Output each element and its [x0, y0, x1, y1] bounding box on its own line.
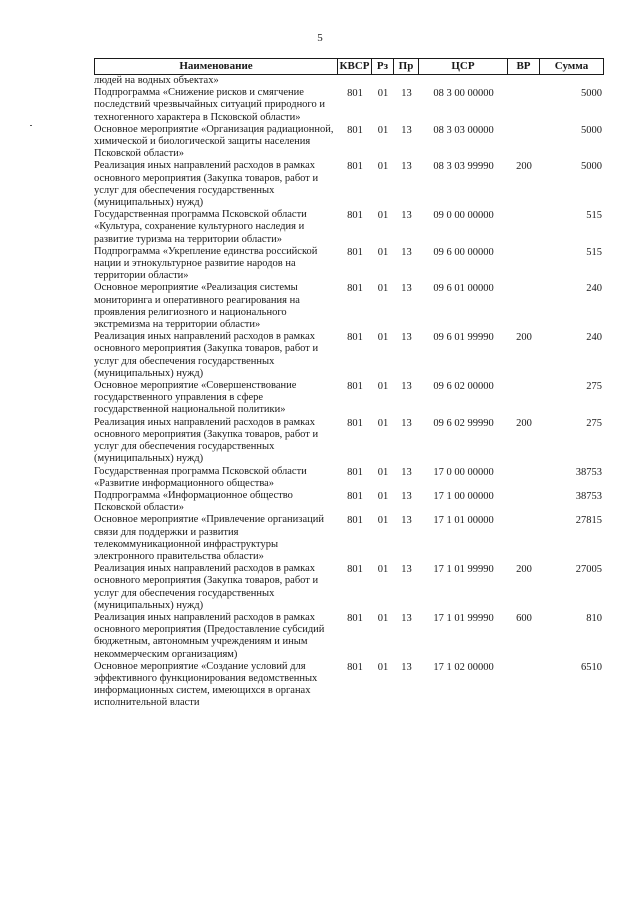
row-rz: 01	[377, 466, 389, 478]
row-sum: 38753	[575, 466, 602, 478]
row-name: Реализация иных направлений расходов в рамках основного мероприятия (Предоставление субсидий бюджетным, автономным учреждениям и иным некоммерческим организациям)	[94, 611, 325, 660]
table-row	[94, 282, 604, 331]
row-kvsr: 801	[347, 564, 363, 576]
row-sum: 275	[586, 417, 602, 429]
row-vr	[508, 282, 540, 283]
row-pr: 13	[401, 210, 412, 222]
row-pr	[394, 75, 419, 76]
row-pr: 13	[401, 161, 412, 173]
header-pr: Пр	[394, 59, 419, 74]
row-rz: 01	[377, 161, 389, 173]
table-row	[94, 380, 604, 417]
row-csr	[419, 75, 508, 76]
row-rz: 01	[377, 124, 389, 136]
row-csr: 17 0 00 00000	[433, 466, 494, 478]
row-sum: 515	[586, 210, 602, 222]
header-rz: Рз	[372, 59, 394, 74]
row-vr	[508, 75, 540, 76]
row-pr: 13	[401, 515, 412, 527]
page-number: 5	[317, 32, 323, 44]
row-name: Основное мероприятие «Привлечение организаций связи для поддержки и развития телекоммуникационной инфраструктуры электронного правительства области»	[94, 514, 324, 562]
row-kvsr: 801	[347, 515, 363, 527]
row-kvsr: 801	[347, 161, 363, 173]
row-csr: 17 1 02 00000	[433, 661, 494, 673]
row-vr	[508, 514, 540, 515]
row-csr: 09 6 02 99990	[433, 417, 494, 429]
row-name: Реализация иных направлений расходов в рамках основного мероприятия (Закупка товаров, работ и услуг для обеспечения государственных (муниципальных) нужд)	[94, 331, 319, 379]
row-vr	[508, 124, 540, 125]
row-name: Основное мероприятие «Совершенствование государственного управления в сфере государственной национальной политики»	[94, 380, 297, 416]
row-rz: 01	[377, 246, 389, 258]
table-row	[94, 514, 604, 563]
table-row	[94, 417, 604, 466]
row-csr: 09 6 00 00000	[433, 246, 494, 258]
row-pr: 13	[401, 466, 412, 478]
row-csr: 17 1 00 00000	[433, 490, 494, 502]
table-header	[94, 58, 604, 75]
row-rz: 01	[377, 417, 389, 429]
row-pr: 13	[401, 661, 412, 673]
row-kvsr: 801	[347, 417, 363, 429]
row-sum: 38753	[575, 490, 602, 502]
row-name: Основное мероприятие «Реализация системы мониторинга и оперативного реагирования на проявления религиозного и национального экстремизма на территории области»	[94, 282, 300, 331]
row-kvsr: 801	[347, 124, 363, 136]
row-vr: 600	[516, 612, 532, 624]
row-sum: 5000	[581, 124, 602, 136]
table-row	[94, 124, 604, 161]
row-pr: 13	[401, 246, 412, 258]
row-pr: 13	[401, 612, 412, 624]
row-kvsr: 801	[347, 88, 363, 100]
row-name: Подпрограмма «Снижение рисков и смягчение последствий чрезвычайных ситуаций природного и техногенного характера в Псковской области»	[94, 87, 325, 123]
row-name: Государственная программа Псковской области «Культура, сохранение культурного наследия и развитие туризма на территории области»	[94, 209, 307, 245]
row-vr	[508, 661, 540, 662]
table-row	[94, 209, 604, 246]
row-csr: 09 6 02 00000	[433, 381, 494, 393]
row-sum: 515	[586, 246, 602, 258]
margin-mark	[30, 125, 32, 126]
row-pr: 13	[401, 124, 412, 136]
row-csr: 17 1 01 99990	[433, 612, 494, 624]
row-vr	[508, 380, 540, 381]
row-name: Основное мероприятие «Создание условий для эффективного функционирования ведомственных информационных систем, имеющихся в органах исполнительной власти	[94, 660, 318, 709]
table-row	[94, 75, 604, 87]
header-name: Наименование	[94, 59, 338, 74]
row-sum: 275	[586, 381, 602, 393]
row-csr: 17 1 01 99990	[433, 564, 494, 576]
row-csr: 08 3 03 00000	[433, 124, 494, 136]
row-rz: 01	[377, 515, 389, 527]
header-csr: ЦСР	[419, 59, 508, 74]
row-kvsr	[338, 75, 372, 76]
row-pr: 13	[401, 490, 412, 502]
row-rz: 01	[377, 612, 389, 624]
row-vr	[508, 466, 540, 467]
row-kvsr: 801	[347, 381, 363, 393]
row-vr	[508, 87, 540, 88]
table-row	[94, 466, 604, 490]
row-vr: 200	[516, 161, 532, 173]
row-vr: 200	[516, 564, 532, 576]
table-row	[94, 160, 604, 209]
row-pr: 13	[401, 564, 412, 576]
row-csr: 08 3 00 00000	[433, 88, 494, 100]
row-sum: 240	[586, 283, 602, 295]
row-name: Государственная программа Псковской области «Развитие информационного общества»	[94, 465, 307, 489]
row-vr: 200	[516, 332, 532, 344]
table-row	[94, 490, 604, 514]
row-vr	[508, 490, 540, 491]
row-kvsr: 801	[347, 210, 363, 222]
row-rz: 01	[377, 88, 389, 100]
header-kvsr: КВСР	[338, 59, 372, 74]
table-row	[94, 563, 604, 612]
row-kvsr: 801	[347, 661, 363, 673]
row-rz: 01	[377, 381, 389, 393]
row-sum: 5000	[581, 161, 602, 173]
row-vr: 200	[516, 417, 532, 429]
row-name: Подпрограмма «Информационное общество Псковской области»	[94, 489, 293, 514]
row-kvsr: 801	[347, 490, 363, 502]
row-name: людей на водных объектах»	[94, 75, 219, 86]
row-pr: 13	[401, 381, 412, 393]
row-kvsr: 801	[347, 332, 363, 344]
budget-table	[94, 58, 604, 710]
row-rz: 01	[377, 283, 389, 295]
row-sum: 5000	[581, 88, 602, 100]
row-pr: 13	[401, 332, 412, 344]
row-sum: 810	[586, 612, 602, 624]
header-sum: Сумма	[540, 59, 604, 74]
row-vr	[508, 246, 540, 247]
row-sum: 6510	[581, 661, 602, 673]
row-csr: 09 0 00 00000	[433, 210, 494, 222]
table-row	[94, 331, 604, 380]
row-name: Реализация иных направлений расходов в рамках основного мероприятия (Закупка товаров, работ и услуг для обеспечения государственных (муниципальных) нужд)	[94, 563, 319, 611]
row-sum: 240	[586, 332, 602, 344]
row-vr	[508, 209, 540, 210]
row-csr: 08 3 03 99990	[433, 161, 494, 173]
row-kvsr: 801	[347, 283, 363, 295]
row-name: Реализация иных направлений расходов в рамках основного мероприятия (Закупка товаров, работ и услуг для обеспечения государственных (муниципальных) нужд)	[94, 416, 319, 465]
row-pr: 13	[401, 417, 412, 429]
row-rz: 01	[377, 490, 389, 502]
row-kvsr: 801	[347, 466, 363, 478]
row-rz: 01	[377, 564, 389, 576]
table-row	[94, 246, 604, 283]
row-kvsr: 801	[347, 612, 363, 624]
row-sum: 27005	[575, 564, 602, 576]
header-vr: ВР	[508, 59, 540, 74]
row-rz	[372, 75, 394, 76]
table-row	[94, 612, 604, 661]
row-pr: 13	[401, 88, 412, 100]
table-row	[94, 661, 604, 710]
row-pr: 13	[401, 283, 412, 295]
row-name: Реализация иных направлений расходов в рамках основного мероприятия (Закупка товаров, работ и услуг для обеспечения государственных (муниципальных) нужд)	[94, 160, 319, 209]
row-csr: 09 6 01 99990	[433, 332, 494, 344]
row-csr: 17 1 01 00000	[433, 515, 494, 527]
row-rz: 01	[377, 661, 389, 673]
table-row	[94, 87, 604, 124]
row-sum: 27815	[575, 515, 602, 527]
row-rz: 01	[377, 210, 389, 222]
row-name: Основное мероприятие «Организация радиационной, химической и биологической защиты населения Псковской области»	[94, 123, 334, 160]
row-sum	[540, 75, 604, 76]
row-kvsr: 801	[347, 246, 363, 258]
row-csr: 09 6 01 00000	[433, 283, 494, 295]
row-rz: 01	[377, 332, 389, 344]
row-name: Подпрограмма «Укрепление единства российской нации и этнокультурное развитие народов на территории области»	[94, 245, 318, 282]
